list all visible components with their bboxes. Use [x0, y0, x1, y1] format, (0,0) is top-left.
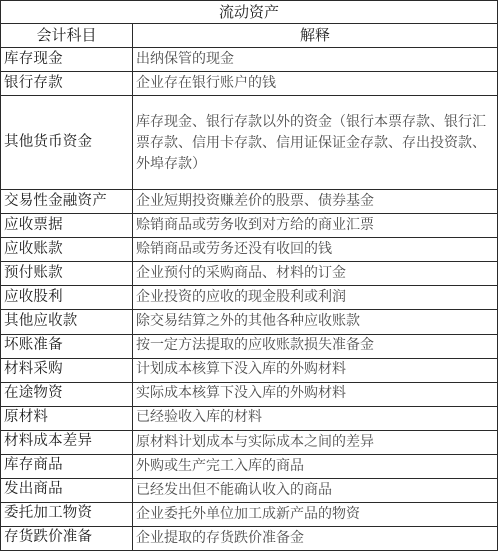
row-description: 企业存在银行账户的钱	[133, 72, 498, 96]
table-row	[1, 190, 498, 214]
row-description: 企业预付的采购商品、材料的订金	[133, 262, 498, 286]
table-row	[1, 454, 498, 478]
row-term: 原材料	[1, 406, 133, 430]
row-term: 应收股利	[1, 286, 133, 310]
table-row	[1, 358, 498, 382]
row-term: 库存商品	[1, 454, 133, 478]
row-term: 预付账款	[1, 262, 133, 286]
row-term: 交易性金融资产	[1, 190, 133, 214]
row-description: 实际成本核算下没入库的外购材料	[133, 382, 498, 406]
row-description: 外购或生产完工入库的商品	[133, 454, 498, 478]
header-row	[1, 24, 498, 48]
row-description: 企业投资的应收的现金股利或利润	[133, 286, 498, 310]
row-description: 赊销商品或劳务收到对方给的商业汇票	[133, 214, 498, 238]
table-row	[1, 478, 498, 502]
table-row	[1, 334, 498, 358]
row-description: 赊销商品或劳务还没有收回的钱	[133, 238, 498, 262]
row-term: 应收票据	[1, 214, 133, 238]
row-description: 原材料计划成本与实际成本之间的差异	[133, 430, 498, 454]
table-row	[1, 238, 498, 262]
table-row	[1, 406, 498, 430]
row-description: 企业提取的存货跌价准备金	[133, 526, 498, 550]
row-description: 企业短期投资赚差价的股票、债券基金	[133, 190, 498, 214]
row-description: 已经验收入库的材料	[133, 406, 498, 430]
row-term: 发出商品	[1, 478, 133, 502]
row-term: 坏账准备	[1, 334, 133, 358]
row-term: 委托加工物资	[1, 502, 133, 526]
row-description: 出纳保管的现金	[133, 48, 498, 72]
row-description: 计划成本核算下没入库的外购材料	[133, 358, 498, 382]
row-term: 材料采购	[1, 358, 133, 382]
table-row	[1, 310, 498, 334]
table-row	[1, 72, 498, 96]
row-term: 在途物资	[1, 382, 133, 406]
row-term: 银行存款	[1, 72, 133, 96]
table-row	[1, 214, 498, 238]
row-term: 其他应收款	[1, 310, 133, 334]
table-row	[1, 96, 498, 190]
table-row	[1, 502, 498, 526]
table-title: 流动资产	[1, 1, 498, 24]
row-term: 存货跌价准备	[1, 526, 133, 550]
table-row	[1, 526, 498, 550]
row-term: 库存现金	[1, 48, 133, 72]
row-term: 材料成本差异	[1, 430, 133, 454]
table-row	[1, 286, 498, 310]
title-row	[1, 1, 498, 24]
row-term: 其他货币资金	[1, 96, 133, 190]
header-term: 会计科目	[1, 24, 133, 48]
table-row	[1, 262, 498, 286]
row-description: 已经发出但不能确认收入的商品	[133, 478, 498, 502]
row-description: 企业委托外单位加工成新产品的物资	[133, 502, 498, 526]
row-description: 按一定方法提取的应收账款损失准备金	[133, 334, 498, 358]
header-description: 解释	[133, 24, 498, 48]
row-description: 库存现金、银行存款以外的资金（银行本票存款、银行汇票存款、信用卡存款、信用证保证金存款、存出投资款、外埠存款）	[133, 96, 498, 190]
table-row	[1, 430, 498, 454]
row-description: 除交易结算之外的其他各种应收账款	[133, 310, 498, 334]
table-row	[1, 382, 498, 406]
table-row	[1, 48, 498, 72]
row-term: 应收账款	[1, 238, 133, 262]
